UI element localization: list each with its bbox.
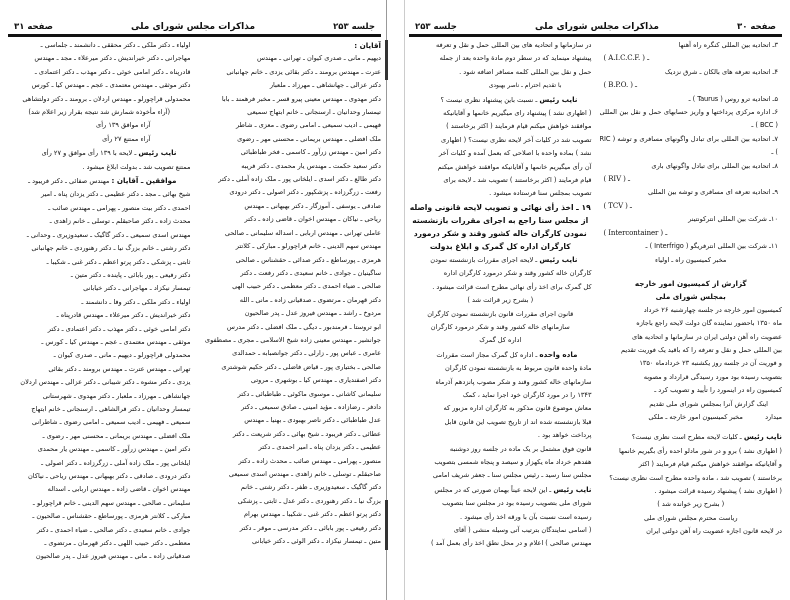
right-page-column-left — [409, 39, 592, 599]
session-label: جلسه ۲۵۳ — [415, 22, 457, 32]
report-signature: مخبر کمیسیون امور خارجه ـ ملکی — [648, 412, 743, 421]
text-line: دکتر رفیعی ـ پور بابائی ـ دکتر مدرسی ـ موقر ـ دکتر — [239, 523, 381, 532]
text-line: دکتر درودی ـ صادقی ـ دکتر بهبهانی ـ مهندس ریاحی ـ نیاکان — [27, 472, 191, 480]
text-line: دکتر خیراندیش ـ دکتر میرعلاء ـ مهندس قادرپناه ـ — [56, 311, 191, 320]
text-line: دکتر امین ـ مهندس زرآور ـ کاسمی ـ مهندس یار محمدی — [37, 445, 191, 454]
article-paragraph — [409, 348, 592, 362]
votes-abstain: آراء ممتنع ۲۷ رأی — [102, 134, 151, 143]
speaker2-first-line: ـ لایحه اجرای مقررات بازنشسته نمودن — [430, 255, 538, 264]
report-body — [600, 304, 783, 398]
text-line: سازمانهای خاله کشور وقند و شکر درمورد کارگران — [430, 322, 570, 331]
text-line: و آقایانیکه موافقند خواهش میکنم قیام فرمایند ( اکثر — [638, 460, 782, 469]
article-body — [409, 362, 592, 442]
text-line: صدقیانی زاده ـ مانی ـ مهندس فیروز عدل ـ پدر صالحیون — [35, 552, 191, 561]
organization-code: ( RIV ) ـ — [603, 175, 630, 184]
speaker-text: ـ لایحه با ۱۳۹ رأی موافق و ۲۷ رأی — [41, 149, 137, 158]
text-line: سلیمانی کاشانی ـ موسوی ماکوئی ـ طباطبائی ـ دکتر — [237, 389, 381, 398]
organization-code: ( A.I.C.C.F. ) ـ — [603, 54, 650, 63]
speaker-paragraph — [600, 430, 783, 444]
text-line: محمدولی قراچورلو ـ مهندس اردلان ـ برومند ـ دکتر دولتشاهی — [22, 94, 191, 103]
text-line: نشد ) بماده واحده با اصلاحی که بعمل آمده و کلیات آخر — [438, 149, 592, 158]
page-number: صفحه ۳۰ — [737, 22, 776, 32]
right-page-column-right — [600, 39, 783, 599]
page-number: صفحه ۳۱ — [14, 22, 53, 32]
text-line: جهانشاهی ـ مهرزاد ـ ملعبار ـ دکتر مهدوی ـ شهرستانی — [42, 391, 191, 400]
supporters-label: موافقین ـ آقایان : — [111, 176, 177, 186]
report-title: گزارش از کمیسیون امور خارجه — [634, 278, 747, 288]
final-note — [409, 524, 592, 551]
text-line: سازمانهای خاله کشور وقند و شکر مصوب پانزدهم آذرماه — [435, 377, 592, 386]
text-line: صالحی ـ ضیاء احمدی ـ دکتر معظمی ـ دکتر حبیب الهی — [232, 282, 381, 291]
text-line: تصویب بمجلس سنا فرستاده میشود . — [489, 189, 592, 198]
left-page-column-right — [199, 39, 382, 599]
speaker-label: نایب رئیس — [138, 148, 177, 158]
speaker-first-line: ـ کلیات لایحه مطرح است نظری نیست؟ — [631, 433, 742, 442]
text-line: دکتر رشتی ـ خانم بزرگ نیا ـ دکتر رهنوردی ـ خانم جهانبانی — [31, 244, 191, 253]
text-line: یزدی ـ دکتر مشوه ـ دکتر شیبانی ـ دکتر عزالی ـ مهندس اردلان — [20, 378, 191, 387]
vote-announcement: (آراء مأخوذه شمارش شد نتیجه بقرار زیر اعلام شد) — [28, 108, 171, 117]
text-line: ابو تروستا ـ فرمندبور ـ دیگی ـ ملک افضلی ـ دکتر مدرس — [226, 322, 381, 331]
text-line: شورای ملی بتصویب رسیده بود در مجلس سنا بتصویب — [442, 499, 592, 508]
organization-list-item: ۹ـ اتحادیه تعرفه ای مسافری و توشه بین المللی — [647, 188, 778, 197]
text-line: مهندس سهم الدینی ـ خانم قراچورلو ـ مبارکی ـ کلاتتر — [235, 242, 381, 251]
proposal-text — [409, 39, 592, 79]
text-line: عظیمی ـ دکتر یزدان پناه ـ امیر احمدی ـ دکتر — [258, 443, 381, 452]
organization-list-item: ۴ـ اتحادیه تعرفه های بالکان ـ شرق نزدیک — [664, 67, 778, 76]
right-page-header — [409, 18, 782, 32]
text-line: پرداخت خواهد بود . — [537, 431, 592, 440]
text-line: پیشنهاد مینماید که در سطر دوم مادة واحده بعد از جمله — [439, 54, 592, 63]
text-line: صاحبقلم ـ توسلی ـ خانم زاهدی ـ مهندس اسدی سمیعی — [228, 470, 381, 478]
text-line: دکتر عزالی ـ جهانشاهی ـ مهرزاد ـ ملعبار — [269, 81, 381, 90]
text-line: مهندس صالحی ) اعلام و در محل نطق اخذ رأی بعمل آمد ) — [430, 539, 592, 548]
text-line: قانون اجرای مقررات قانون بازنشسته نمودن کارگران — [427, 309, 574, 318]
text-line: ملک افضلی ـ مهندس بریمانی ـ محسنی مهر ـ رضوی — [237, 134, 381, 143]
text-line: سلیمانی ـ صالحی ـ مهندس سهم الدینی ـ خانم قراچورلو ـ — [32, 498, 191, 507]
speaker-label: نایب رئیس — [743, 432, 782, 442]
speaker-body — [409, 107, 592, 201]
text-line: ماه ۱۳۵۰ باحضور نماینده گان دولت لایحه راجع باجازه — [636, 319, 782, 328]
text-line: دکتر سعید حکمت ـ مهندس یار محمدی ـ دکتر فریبه — [241, 161, 381, 170]
text-line: موثقی ـ مهندس معتمدی ـ عجم ـ مهندس کیا ـ کورس ـ — [41, 337, 191, 346]
report-closing-line — [600, 411, 783, 424]
speaker-body — [600, 445, 783, 499]
text-line: دکتر پرتو اعظم ـ دکتر غنی ـ شکیبا ـ مهندس بهرام — [243, 510, 381, 519]
page-gutter-line — [404, 0, 405, 600]
report-closing-verb: میدارد — [765, 412, 782, 421]
speaker3-first-line: ـ این لایحه عیناً بهمان صورتی که در مجلس — [434, 485, 552, 494]
right-page-columns — [409, 39, 782, 599]
text-line: دکتر مهدوی ـ مهندس معینی پیرو قسر ـ مخبر فرهمند ـ بابا — [221, 94, 381, 103]
text-line: مردوخ ـ راشد ـ مهندس فیروز عدل ـ پدر صالحیون — [244, 309, 381, 318]
text-line: دکتر موثقی ـ مهندس معتمدی ـ عجم ـ مهندس کیا ـ کورس — [31, 81, 191, 90]
text-line: محمدولی قراچورلو ـ دیهیم ـ مانی ـ صدری کیوان ـ — [53, 351, 191, 360]
text-line: حمل و نقل بین المللی کلمه مسافر اضافه شود . — [459, 67, 592, 76]
binding-mark — [385, 500, 388, 550]
organization-code: ( TCV ) ـ — [603, 201, 632, 210]
text-line: اولیاء ـ دکتر ملکی ـ دکتر وفا ـ دانشمند ـ — [81, 297, 191, 306]
text-line: نمودن کارگران خاله کشور وقند و شکر درمورد — [413, 228, 587, 238]
text-line: احمدی ـ دکتر بیت منصور ـ پهرامی ـ مهندس صائب ـ — [48, 203, 191, 212]
text-line: اولیاء ـ دکتر ملکی ـ دکتر محققی ـ دانشمند ـ جلماسی ـ — [40, 41, 191, 49]
text-line: دکتر رفیعی ـ پور بابائی ـ پاینده ـ دکتر متین ـ — [70, 270, 191, 279]
organization-list-item: ۳ـ اتحادیه بین المللی کنگره راه آهنها — [678, 41, 778, 49]
text-line: قانون فوق مشتمل بر یک ماده در جلسه روز دوشنبه — [449, 444, 592, 453]
attendees-heading: آقایان : — [354, 41, 381, 50]
text-line: تیمسار نیکزاد ـ مهاجرانی ـ دکتر خیابانی — [83, 284, 191, 293]
text-line: ( اظهاری نشد ) پیشنهاد رسیده قرائت میشود . — [654, 487, 782, 495]
text-line: کل گمرک برای اخذ رأی نهائی مطرح است قرائت میشود . — [432, 282, 592, 291]
left-page-header — [8, 18, 381, 32]
text-line: جوادی ـ خانم سعیدی ـ دکتر صالحی ـ ضیاء احمدی ـ دکتر — [36, 525, 191, 534]
proposal-signature: با تقدیم احترام ـ ناصر بهبودی — [488, 82, 562, 90]
text-line: ۱۹ ـ اخذ رأی نهائی و تصویب لایحه قانونی واصله — [409, 202, 591, 212]
speaker3-label: نایب رئیس — [553, 484, 592, 494]
report-addressee: بمجلس شورای ملی — [655, 292, 726, 302]
text-line: متین ـ تیمسار نیکزاد ـ دکتر الوئی ـ دکتر خیابانی — [251, 537, 381, 546]
text-line: بین المللی حمل و نقل و تعرفه را که باقید یک فوریت تقدیم — [620, 345, 782, 354]
text-line: محدث زاده ـ دکتر صاحبقلم ـ توسلی ـ خانم زاهدی ـ — [49, 217, 191, 226]
organization-list-item: ۵ـ اتحادیه ترو روس ( Taurus ) ـ — [688, 94, 778, 103]
text-line: مجلس سنا رسید ـ رئیس مجلس سنا ـ جعفر شریف امامی — [432, 471, 592, 480]
text-line: برخاستند ) تصویب شد ، ماده واحده مطرح است نظری نیست؟ — [609, 473, 782, 482]
text-line: فهیمی ـ ادیب سمیعی ـ امامی رضوی ـ معزی ـ شاطر — [236, 121, 381, 130]
road-committee-signature: مخبر کمیسیون راه ـ اولیاء — [655, 255, 727, 264]
text-line: کارگران اداره کل گمرک و ابلاغ بدولت — [429, 241, 571, 251]
text-line: بتصویب رسیده بود مورد رسیدگی قرارداد و مصوبه — [643, 372, 782, 381]
text-line: تیمسار وحدانیان ـ دکتر فرالشاهی ـ ارسنجانی ـ خانم ابتهاج — [31, 404, 191, 413]
agenda-item-heading — [409, 201, 592, 253]
speaker3-paragraph — [409, 483, 592, 497]
text-line: تیمسار وحدانیان ـ ارسنجانی ـ خانم ابتهاج سمیعی — [247, 108, 381, 117]
organization-list-item: ۶ـ اداره مرکزی پرداختها و واریز حسابهای حمل و نقل بین المللی ( BCC ) ـ — [599, 108, 778, 130]
text-line: عامری ـ عباس پور ـ زارلی ـ دکتر جوانصبابه ـ حمدالدی — [232, 349, 381, 358]
text-line: ( اظهاری نشد ) برو و در شور مادلو احده رأی بگیریم خانمها — [618, 446, 782, 455]
text-line: جوانشیر ـ مهندس معینی زاده شیخ الاسلامی ـ مجری ـ مصطفوی — [204, 335, 381, 344]
text-line: تصویب شد در کلیات آخر لایحه نظری نیست؟ ( اظهاری — [441, 135, 592, 144]
text-line: عضویت راه آهن دولتی ایران در سازمانها و اتحادیه های — [632, 332, 782, 341]
supporters-first-line: مهندس صفائی ـ دکتر فریبود ـ — [28, 177, 110, 186]
session-label: جلسه ۲۵۳ — [333, 22, 375, 32]
page-title: مذاکرات مجلس شورای ملی — [534, 22, 659, 32]
text-line: شیخ بهائی ـ مجد ـ دکتر عظیمی ـ دکتر یزدان پناه ـ امیر — [40, 190, 191, 199]
text-line: اداره کل گمرک — [479, 336, 522, 345]
organization-list-item: ۷ـ اتحادیه بین المللی برای تبادل واگونهای مسافری و توشه ( RIC ) ـ — [599, 134, 778, 157]
text-line: منصور ـ پهرامی ـ مهندس صائب ـ محدث زاده ـ دکتر — [238, 456, 381, 465]
text-line: قیام فرمایند ( اکثر برخاستند ) تصویب شد ـ لایحه برای — [443, 176, 592, 185]
text-line: مادة واحده قانون مربوط به بازنشسته نمودن کارگران — [444, 364, 592, 373]
text-line: ساگینیان ـ جوادی ـ خانم سعیدی ـ دکتر رفعت ـ دکتر — [240, 268, 381, 277]
address-body: در لایحه قانون اجازه عضویت راه آهن دولتی ایران — [646, 527, 782, 536]
organization-list-item: ۱۰ـ شرکت بین المللی انترکونتینر — [688, 215, 778, 224]
organization-list-item: ۸ـ اتحادیه بین المللی برای تبادل واگونهای باری — [651, 161, 778, 170]
votes-for: آراء موافق ۱۳۹ رأی — [96, 121, 151, 130]
text-line: و فوریت آن در جلسه روز یکشنبه ۲۳ خردادماه ۱۳۵۰ — [639, 359, 782, 368]
organization-list — [600, 39, 783, 254]
text-line: رسیده است نسبت بآن با ورقه اخذ رأی میشود . — [460, 512, 592, 521]
text-line: ۱۳۴۳ را در مورد کارگران خود اجرا نماید ، کمک — [462, 390, 592, 399]
left-page-column-left — [8, 39, 191, 599]
text-line: ثابتی ـ پزشکی ـ دکتر پرتو اعظم ـ دکتر غنی ـ شکیبا ـ — [46, 257, 191, 266]
organization-code: ( Intercontainer ) ـ — [603, 228, 668, 237]
text-line: هفدهم خرداد ماه یکهزار و سیصد و پنجاه شمسی بتصویب — [434, 457, 592, 466]
text-line: عدل طباطبائی ـ دکتر ناصر بهبودی ـ بهنیا ـ مهندس — [244, 416, 381, 425]
text-line: مهاجرانی ـ دکتر خیراندیش ـ دکتر میرعلاء ـ مجد ـ مهندس — [34, 54, 191, 63]
speaker2-paragraph — [409, 253, 592, 267]
senate-approval-text — [409, 443, 592, 483]
text-line: دادفر ـ رضازاده ـ مؤید امینی ـ صادق سمیعی ـ دکتر — [241, 402, 381, 411]
text-line: دکتر اصفندیاری ـ مهندس کیا ـ بوشهری ـ مروتی — [250, 376, 381, 385]
text-line: در سازمانها و اتحادیه های بین المللی حمل و نقل و تعرفه — [435, 41, 592, 49]
text-line: آن رأی میگیریم خانمها و آقایانیکه موافقند خواهش میکنم — [437, 162, 592, 171]
text-line: عطائی ـ دکتر فریبود ـ شیخ بهائی ـ دکتر شریعت ـ دکتر — [232, 429, 381, 438]
speaker-paragraph — [8, 146, 191, 160]
text-line: دیهیم ـ مانی ـ صدری کیوان ـ تهرانی ـ مهندس — [256, 54, 381, 63]
text-line: قبلا بازنشسته شده اند از تاریخ تصویب این قانون قابل — [444, 417, 592, 426]
report-closing: اینک گزارش آنرا بمجلس شورای ملی تقدیم — [649, 399, 768, 408]
speaker-first-line: ـ نسبت باین پیشنهاد نظری نیست ؟ — [440, 95, 538, 104]
text-line: ریاحی ـ نیاکان ـ مهندس اخوان ـ قاضی زاده ـ دکتر — [244, 215, 381, 224]
speaker3-body — [409, 497, 592, 524]
text-line: دکتر طالع ـ دکتر اسدی ـ ایلخانی پور ـ ملک زاده آملی ـ دکتر — [218, 175, 381, 184]
organization-code: ( B.P.O. ) ـ — [603, 81, 638, 90]
article-label: ماده واحده — [539, 349, 578, 359]
text-line: ایلخانی پور ـ ملک زاده آملی ـ زرگرزاده ـ دکتر اصولی ـ — [41, 458, 191, 467]
text-line: عاملی تهرانی ـ مهندس اربابی ـ اسداله سلیمانی ـ صالحی — [224, 228, 381, 237]
text-line: ( اظهاری نشد ) پیشنهاد رای میگیریم خانمها و آقایانیکه — [443, 109, 592, 118]
supporters-paragraph — [8, 174, 191, 188]
supporters-list — [8, 188, 191, 563]
text-line: کارگران خاله کشور وقند و شکر درمورد کارگران اداره — [443, 269, 592, 278]
binding-mark — [385, 40, 388, 80]
law-title — [409, 308, 592, 348]
text-line: بزرگ نیا ـ دکتر رهنوردی ـ دکتر عدل ـ ثابتی ـ پزشکی — [237, 496, 381, 505]
speaker2-label: نایب رئیس — [539, 254, 578, 264]
text-line: ( اسامی نمایندگان بترتیب آتی وسیله منشی ( آقای — [453, 526, 592, 534]
article-first-line: ـ اداره کل گمرک مجاز است مقررات — [436, 350, 538, 359]
text-line: موافقند خواهش میکنم قیام فرمایند ( اکثر برخاستند ) — [446, 122, 592, 131]
text-line: دکتر امین ـ مهندس زرآور ـ کاسمی ـ فخر طباطبائی — [240, 148, 381, 157]
speaker-label: نایب رئیس — [539, 94, 578, 104]
text-line: معاش موضوع قانون مذکور به کارگران اداره مزبور که — [443, 404, 592, 413]
text-line: ملک افضلی ـ مهندس بریمانی ـ محسنی مهر ـ رضوی ـ — [42, 431, 191, 440]
text-line: مهندس اسدی سمیعی ـ دکتر گاگیک ـ سعیدوزیری ـ وحدانی ـ — [26, 230, 191, 239]
text-line: تهرانی ـ مهندس عترت ـ مهندس برومند ـ دکتر بقائی — [48, 364, 191, 373]
speaker2-body — [409, 267, 592, 294]
read-note: ( بشرح زیر خوانده شد ) — [657, 500, 725, 509]
text-line: کمیسیون راه در اینمورد را تأیید و تصویب کرد ـ — [654, 386, 782, 395]
text-line: کمیسیون امور خارجه در جلسه چهارشنبه ۲۶ خرداد — [643, 305, 782, 314]
header-rule — [8, 34, 381, 37]
text-line: صالحی ـ بختیاری پور ـ قیاض فاضلی ـ دکتر حکیم شوشتری — [221, 362, 381, 371]
text-line: قادرپناه ـ دکتر امامی خوئی ـ دکتر مهذب ـ دکتر اعتمادی ـ — [34, 67, 191, 76]
page-title: مذاکرات مجلس شورای ملی — [131, 22, 256, 32]
text-line: صادقی ـ یوسفی ـ آموزگار ـ دکتر بهبهانی ـ مهندس — [244, 201, 381, 210]
address-line: ریاست محترم مجلس شورای ملی — [643, 513, 738, 522]
text-line: مهندس اخوان ـ قاضی زاده ـ مهندس اربابی ـ اسداله — [47, 485, 191, 494]
text-line: معظمی ـ دکتر حبیب اللهی ـ دکتر قهرمان ـ مرتضوی ـ — [44, 539, 191, 548]
read-note: ( بشرح زیر قرائت شد ) — [467, 296, 534, 305]
text-line: از مجلس سنا راجع به اجرای مقررات بازنشسته — [412, 215, 589, 225]
text-line: رفعت ـ زرگرزاده ـ پزشکپور ـ دکتر اصولی ـ دکتر درودی — [229, 188, 381, 197]
left-page-columns — [8, 39, 381, 599]
text-line: دکتر گاگیک ـ سعیدوزیری ـ ظفر ـ دکتر رشتی ـ خانم — [240, 483, 381, 492]
text-line: عترت ـ مهندس برومند ـ دکتر بقائی یزدی ـ خانم جهانبانی — [226, 67, 381, 76]
text-line: هرمزی ـ پورساطع ـ دکتر صدائی ـ حقشناس ـ صالحی — [235, 255, 381, 264]
right-page — [395, 0, 790, 600]
text-line: مبارکی ـ کلانتر هرمزی ـ پورساطع ـ حقشناس ـ صالحیون ـ — [32, 512, 191, 521]
text-line: سمیعی ـ فهیمی ـ ادیب سمیعی ـ امامی رضوی ـ شاطرانی — [31, 418, 191, 427]
speaker-paragraph — [409, 93, 592, 107]
text-line: دکتر امامی خوئی ـ دکتر مهذب ـ دکتر اعتمادی ـ دکتر — [47, 324, 191, 333]
attendees-list-continued — [8, 39, 191, 106]
header-rule — [409, 34, 782, 37]
speaker-text-continued: ممتنع تصویب شد ـ بدولت ابلاغ میشود . — [82, 162, 191, 171]
attendees-list — [199, 52, 382, 548]
text-line: دکتر قهرمان ـ مرتضوی ـ صدقیانی زاده ـ مانی ـ الله — [239, 295, 381, 304]
organization-list-item: ۱۱ـ شرکت بین المللی انترفریگو ( Interfrigo ) ـ — [645, 242, 778, 251]
